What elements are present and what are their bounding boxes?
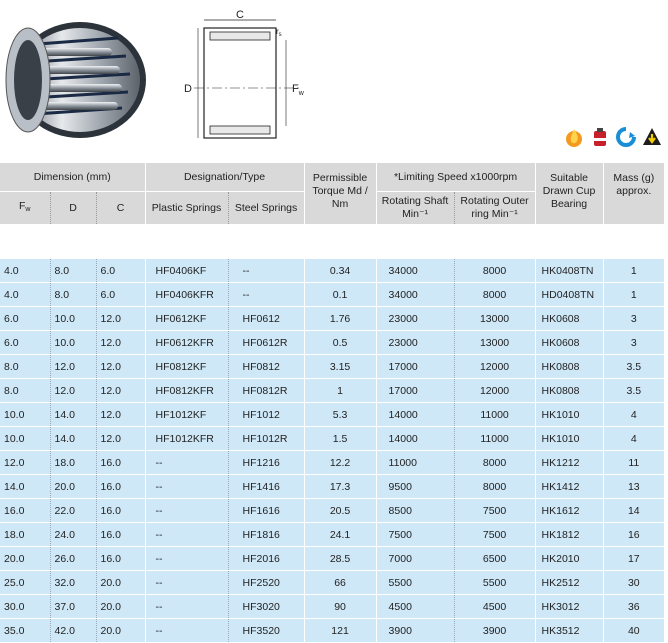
table-row bbox=[0, 547, 664, 571]
cell-plastic-springs: -- bbox=[145, 499, 228, 523]
cell-outer-speed: 4500 bbox=[454, 595, 535, 619]
cell-shaft-speed: 5500 bbox=[376, 571, 454, 595]
cell-plastic-springs: HF0612KF bbox=[145, 307, 228, 331]
cell-drawn-cup-bearing: HK2512 bbox=[535, 571, 603, 595]
cell-torque: 5.3 bbox=[304, 403, 376, 427]
cell-outer-speed: 13000 bbox=[454, 307, 535, 331]
cell-mass: 16 bbox=[603, 523, 664, 547]
cell-c: 12.0 bbox=[96, 307, 145, 331]
cell-d: 32.0 bbox=[50, 571, 96, 595]
cell-shaft-speed: 23000 bbox=[376, 331, 454, 355]
header-bearing: Suitable Drawn Cup Bearing bbox=[535, 163, 603, 224]
cell-d: 42.0 bbox=[50, 619, 96, 643]
cell-steel-springs: HF2016 bbox=[228, 547, 304, 571]
rotation-speed-icon bbox=[615, 126, 637, 148]
header-steel-springs: Steel Springs bbox=[228, 192, 304, 225]
cell-outer-speed: 12000 bbox=[454, 379, 535, 403]
cell-plastic-springs: -- bbox=[145, 547, 228, 571]
cell-drawn-cup-bearing: HK0608 bbox=[535, 331, 603, 355]
cell-plastic-springs: HF0812KFR bbox=[145, 379, 228, 403]
cell-c: 16.0 bbox=[96, 523, 145, 547]
bearing-photo bbox=[0, 8, 152, 148]
cell-fw: 25.0 bbox=[0, 571, 50, 595]
cell-d: 12.0 bbox=[50, 379, 96, 403]
cell-plastic-springs: -- bbox=[145, 619, 228, 643]
cell-d: 10.0 bbox=[50, 331, 96, 355]
cell-mass: 40 bbox=[603, 619, 664, 643]
cell-fw: 18.0 bbox=[0, 523, 50, 547]
table-row bbox=[0, 403, 664, 427]
cell-mass: 1 bbox=[603, 259, 664, 283]
cell-mass: 17 bbox=[603, 547, 664, 571]
table-row bbox=[0, 595, 664, 619]
cell-fw: 6.0 bbox=[0, 331, 50, 355]
cell-fw: 35.0 bbox=[0, 619, 50, 643]
cell-steel-springs: HF1216 bbox=[228, 451, 304, 475]
cell-fw: 16.0 bbox=[0, 499, 50, 523]
cell-mass: 3 bbox=[603, 307, 664, 331]
cell-torque: 121 bbox=[304, 619, 376, 643]
cell-outer-speed: 8000 bbox=[454, 475, 535, 499]
cell-mass: 4 bbox=[603, 427, 664, 451]
dim-fw-label: $F_w$ bbox=[292, 83, 304, 97]
cell-drawn-cup-bearing: HK2010 bbox=[535, 547, 603, 571]
cell-shaft-speed: 7500 bbox=[376, 523, 454, 547]
cell-d: 18.0 bbox=[50, 451, 96, 475]
cell-fw: 14.0 bbox=[0, 475, 50, 499]
cell-d: 37.0 bbox=[50, 595, 96, 619]
cell-outer-speed: 7500 bbox=[454, 499, 535, 523]
cell-drawn-cup-bearing: HK1612 bbox=[535, 499, 603, 523]
cell-steel-springs: HF1416 bbox=[228, 475, 304, 499]
cell-plastic-springs: HF1012KF bbox=[145, 403, 228, 427]
cell-shaft-speed: 34000 bbox=[376, 283, 454, 307]
cell-drawn-cup-bearing: HK1010 bbox=[535, 403, 603, 427]
cell-d: 22.0 bbox=[50, 499, 96, 523]
cell-shaft-speed: 3900 bbox=[376, 619, 454, 643]
cell-plastic-springs: -- bbox=[145, 475, 228, 499]
header-mass: Mass (g) approx. bbox=[603, 163, 664, 224]
dim-c-label: C bbox=[236, 9, 244, 21]
table-row bbox=[0, 283, 664, 307]
cell-fw: 10.0 bbox=[0, 427, 50, 451]
cell-outer-speed: 12000 bbox=[454, 355, 535, 379]
group-header-speed: *Limiting Speed x1000rpm bbox=[376, 163, 535, 192]
header-rotating-outer: Rotating Outer ring Min⁻¹ bbox=[454, 192, 535, 225]
cell-mass: 3.5 bbox=[603, 355, 664, 379]
cell-steel-springs: -- bbox=[228, 283, 304, 307]
cell-shaft-speed: 7000 bbox=[376, 547, 454, 571]
cell-c: 20.0 bbox=[96, 571, 145, 595]
cell-drawn-cup-bearing: HK3012 bbox=[535, 595, 603, 619]
cell-drawn-cup-bearing: HK3512 bbox=[535, 619, 603, 643]
cell-drawn-cup-bearing: HK0808 bbox=[535, 355, 603, 379]
cell-torque: 20.5 bbox=[304, 499, 376, 523]
cell-plastic-springs: HF0812KF bbox=[145, 355, 228, 379]
cell-fw: 30.0 bbox=[0, 595, 50, 619]
cell-fw: 12.0 bbox=[0, 451, 50, 475]
cell-drawn-cup-bearing: HK1412 bbox=[535, 475, 603, 499]
cell-torque: 90 bbox=[304, 595, 376, 619]
cell-drawn-cup-bearing: HK0808 bbox=[535, 379, 603, 403]
cell-torque: 3.15 bbox=[304, 355, 376, 379]
cell-plastic-springs: -- bbox=[145, 595, 228, 619]
cell-steel-springs: HF1012R bbox=[228, 427, 304, 451]
bearing-spec-table bbox=[0, 163, 664, 643]
cell-torque: 66 bbox=[304, 571, 376, 595]
table-row bbox=[0, 475, 664, 499]
table-row bbox=[0, 499, 664, 523]
cell-d: 26.0 bbox=[50, 547, 96, 571]
cell-mass: 30 bbox=[603, 571, 664, 595]
header-torque: Permissible Torque Md / Nm bbox=[304, 163, 376, 224]
cell-outer-speed: 3900 bbox=[454, 619, 535, 643]
table-row bbox=[0, 307, 664, 331]
cell-outer-speed: 7500 bbox=[454, 523, 535, 547]
cell-mass: 14 bbox=[603, 499, 664, 523]
table-row bbox=[0, 355, 664, 379]
table-row bbox=[0, 451, 664, 475]
cell-c: 12.0 bbox=[96, 331, 145, 355]
cell-d: 24.0 bbox=[50, 523, 96, 547]
header-rotating-shaft: Rotating Shaft Min⁻¹ bbox=[376, 192, 454, 225]
cell-drawn-cup-bearing: HK1010 bbox=[535, 427, 603, 451]
cell-torque: 12.2 bbox=[304, 451, 376, 475]
cell-outer-speed: 13000 bbox=[454, 331, 535, 355]
group-header-dimension: Dimension (mm) bbox=[0, 163, 145, 192]
cell-mass: 36 bbox=[603, 595, 664, 619]
cell-torque: 17.3 bbox=[304, 475, 376, 499]
cell-torque: 1.5 bbox=[304, 427, 376, 451]
cell-steel-springs: HF1816 bbox=[228, 523, 304, 547]
cell-shaft-speed: 34000 bbox=[376, 259, 454, 283]
cell-shaft-speed: 14000 bbox=[376, 403, 454, 427]
cell-mass: 3 bbox=[603, 331, 664, 355]
cell-mass: 11 bbox=[603, 451, 664, 475]
cell-fw: 4.0 bbox=[0, 283, 50, 307]
cell-steel-springs: -- bbox=[228, 259, 304, 283]
cell-d: 8.0 bbox=[50, 283, 96, 307]
table-row bbox=[0, 379, 664, 403]
cell-outer-speed: 8000 bbox=[454, 259, 535, 283]
cell-shaft-speed: 9500 bbox=[376, 475, 454, 499]
cell-plastic-springs: -- bbox=[145, 571, 228, 595]
cell-shaft-speed: 17000 bbox=[376, 355, 454, 379]
cell-torque: 24.1 bbox=[304, 523, 376, 547]
load-weight-icon bbox=[641, 126, 663, 148]
cell-plastic-springs: -- bbox=[145, 523, 228, 547]
feature-icons bbox=[563, 126, 667, 152]
header-c: C bbox=[96, 192, 145, 225]
cell-fw: 6.0 bbox=[0, 307, 50, 331]
cell-shaft-speed: 14000 bbox=[376, 427, 454, 451]
cell-torque: 1 bbox=[304, 379, 376, 403]
cell-drawn-cup-bearing: HD0408TN bbox=[535, 283, 603, 307]
cell-outer-speed: 5500 bbox=[454, 571, 535, 595]
cell-plastic-springs: HF0406KFR bbox=[145, 283, 228, 307]
bearing-cross-section-diagram bbox=[180, 8, 320, 148]
cell-steel-springs: HF1616 bbox=[228, 499, 304, 523]
cell-mass: 3.5 bbox=[603, 379, 664, 403]
cell-shaft-speed: 8500 bbox=[376, 499, 454, 523]
cell-d: 20.0 bbox=[50, 475, 96, 499]
temperature-flame-icon bbox=[563, 126, 585, 148]
cell-c: 20.0 bbox=[96, 619, 145, 643]
cell-d: 14.0 bbox=[50, 403, 96, 427]
cell-outer-speed: 8000 bbox=[454, 451, 535, 475]
cell-c: 16.0 bbox=[96, 475, 145, 499]
table-row bbox=[0, 571, 664, 595]
cell-plastic-springs: HF0612KFR bbox=[145, 331, 228, 355]
header-d: D bbox=[50, 192, 96, 225]
dim-d-label: D bbox=[184, 83, 192, 95]
cell-mass: 13 bbox=[603, 475, 664, 499]
cell-torque: 28.5 bbox=[304, 547, 376, 571]
cell-c: 16.0 bbox=[96, 451, 145, 475]
cell-c: 16.0 bbox=[96, 547, 145, 571]
header-fw: $F_w$ bbox=[0, 192, 50, 225]
cell-steel-springs: HF3520 bbox=[228, 619, 304, 643]
cell-d: 12.0 bbox=[50, 355, 96, 379]
cell-fw: 8.0 bbox=[0, 355, 50, 379]
cell-c: 16.0 bbox=[96, 499, 145, 523]
cell-fw: 10.0 bbox=[0, 403, 50, 427]
cell-c: 12.0 bbox=[96, 403, 145, 427]
cell-shaft-speed: 11000 bbox=[376, 451, 454, 475]
group-header-designation: Designation/Type bbox=[145, 163, 304, 192]
cell-plastic-springs: -- bbox=[145, 451, 228, 475]
cell-plastic-springs: HF0406KF bbox=[145, 259, 228, 283]
cell-d: 14.0 bbox=[50, 427, 96, 451]
cell-torque: 0.5 bbox=[304, 331, 376, 355]
cell-c: 12.0 bbox=[96, 379, 145, 403]
cell-drawn-cup-bearing: HK1212 bbox=[535, 451, 603, 475]
lubrication-oil-icon bbox=[589, 126, 611, 148]
cell-mass: 4 bbox=[603, 403, 664, 427]
cell-steel-springs: HF1012 bbox=[228, 403, 304, 427]
cell-c: 6.0 bbox=[96, 283, 145, 307]
cell-steel-springs: HF0812R bbox=[228, 379, 304, 403]
cell-shaft-speed: 4500 bbox=[376, 595, 454, 619]
cell-mass: 1 bbox=[603, 283, 664, 307]
cell-steel-springs: HF0812 bbox=[228, 355, 304, 379]
table-row bbox=[0, 331, 664, 355]
cell-c: 6.0 bbox=[96, 259, 145, 283]
cell-fw: 20.0 bbox=[0, 547, 50, 571]
cell-c: 12.0 bbox=[96, 427, 145, 451]
cell-fw: 8.0 bbox=[0, 379, 50, 403]
cell-steel-springs: HF0612 bbox=[228, 307, 304, 331]
dim-rs-label: $r_s$ bbox=[276, 27, 282, 38]
cell-torque: 1.76 bbox=[304, 307, 376, 331]
cell-c: 20.0 bbox=[96, 595, 145, 619]
cell-torque: 0.1 bbox=[304, 283, 376, 307]
cell-shaft-speed: 23000 bbox=[376, 307, 454, 331]
cell-drawn-cup-bearing: HK1812 bbox=[535, 523, 603, 547]
cell-drawn-cup-bearing: HK0608 bbox=[535, 307, 603, 331]
cell-d: 8.0 bbox=[50, 259, 96, 283]
cell-fw: 4.0 bbox=[0, 259, 50, 283]
cell-steel-springs: HF0612R bbox=[228, 331, 304, 355]
cell-drawn-cup-bearing: HK0408TN bbox=[535, 259, 603, 283]
cell-c: 12.0 bbox=[96, 355, 145, 379]
cell-outer-speed: 8000 bbox=[454, 283, 535, 307]
cell-steel-springs: HF2520 bbox=[228, 571, 304, 595]
table-row bbox=[0, 523, 664, 547]
header-plastic-springs: Plastic Springs bbox=[145, 192, 228, 225]
cell-outer-speed: 11000 bbox=[454, 403, 535, 427]
cell-d: 10.0 bbox=[50, 307, 96, 331]
cell-steel-springs: HF3020 bbox=[228, 595, 304, 619]
table-row bbox=[0, 427, 664, 451]
cell-outer-speed: 6500 bbox=[454, 547, 535, 571]
cell-plastic-springs: HF1012KFR bbox=[145, 427, 228, 451]
cell-outer-speed: 11000 bbox=[454, 427, 535, 451]
cell-shaft-speed: 17000 bbox=[376, 379, 454, 403]
table-row bbox=[0, 259, 664, 283]
cell-torque: 0.34 bbox=[304, 259, 376, 283]
